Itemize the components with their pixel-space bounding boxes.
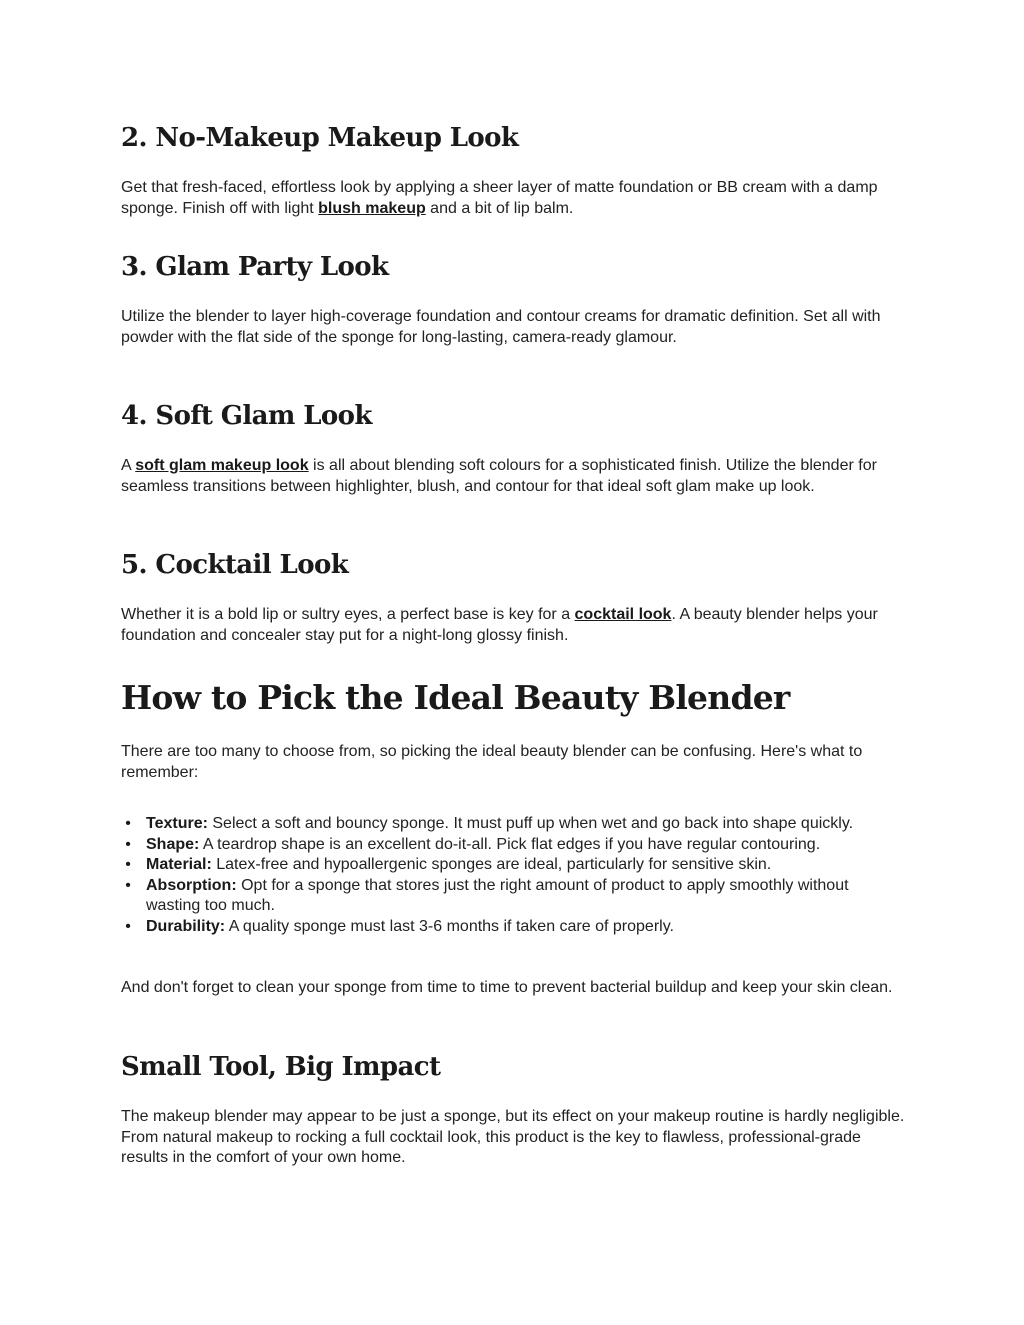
paragraph-pick-closing: And don't forget to clean your sponge from time to time to prevent bacterial buildup and keep your skin clean. bbox=[121, 979, 893, 996]
heading-how-to-pick: How to Pick the Ideal Beauty Blender bbox=[121, 678, 790, 717]
link-cocktail-look[interactable]: cocktail look bbox=[574, 606, 672, 623]
list-item-text: Latex-free and hypoallergenic sponges are ideal, particularly for sensitive skin. bbox=[211, 856, 772, 873]
bullet-icon: • bbox=[125, 835, 131, 853]
criteria-list bbox=[121, 814, 906, 937]
list-item-texture bbox=[125, 814, 906, 835]
paragraph-text: is all about blending soft colours for a sophisticated finish. Utilize the blender for seamless transitions between highlighter, blush, and contour for that ideal soft glam make up look. bbox=[121, 457, 877, 495]
heading-cocktail-look: 5. Cocktail Look bbox=[121, 550, 349, 580]
list-item-text: A quality sponge must last 3-6 months if taken care of properly. bbox=[225, 917, 674, 935]
list-item-term: Shape: bbox=[146, 835, 200, 853]
list-item-shape bbox=[125, 835, 906, 856]
list-item-durability bbox=[125, 917, 906, 938]
list-item-absorption bbox=[125, 876, 906, 917]
paragraph-no-makeup-look bbox=[121, 178, 906, 219]
heading-no-makeup-look: 2. No-Makeup Makeup Look bbox=[121, 123, 519, 153]
bullet-icon: • bbox=[125, 917, 131, 935]
paragraph-text: and a bit of lip balm. bbox=[425, 199, 574, 217]
paragraph-soft-glam-look bbox=[121, 456, 906, 497]
paragraph-text: Get that fresh-faced, effortless look by applying a sheer layer of matte foundation or BB cream with a damp sponge. Finish off with light bbox=[121, 179, 878, 217]
list-item-term: Absorption: bbox=[146, 876, 237, 894]
paragraph-text: Whether it is a bold lip or sultry eyes, a perfect base is key for a bbox=[121, 606, 575, 623]
bullet-icon: • bbox=[125, 856, 131, 873]
list-item-term: Texture: bbox=[146, 815, 208, 832]
heading-glam-party-look: 3. Glam Party Look bbox=[121, 252, 389, 282]
paragraph-small-tool-big-impact: The makeup blender may appear to be just a sponge, but its effect on your makeup routine is hardly negligible. From natural makeup to rocking a full cocktail look, this product is the key to flawless, professional-grade results in the comfort of your own home. bbox=[121, 1108, 905, 1166]
link-soft-glam-makeup-look[interactable]: soft glam makeup look bbox=[135, 457, 309, 474]
paragraph-pick-intro: There are too many to choose from, so picking the ideal beauty blender can be confusing. Here's what to remember: bbox=[121, 743, 863, 781]
heading-small-tool-big-impact: Small Tool, Big Impact bbox=[121, 1052, 441, 1082]
heading-soft-glam-look: 4. Soft Glam Look bbox=[121, 401, 372, 431]
link-blush-makeup[interactable]: blush makeup bbox=[318, 199, 426, 217]
paragraph-text: . A beauty blender helps your foundation and concealer stay put for a night-long glossy finish. bbox=[121, 606, 878, 644]
list-item-text: Select a soft and bouncy sponge. It must puff up when wet and go back into shape quickly. bbox=[207, 815, 854, 832]
list-item-term: Material: bbox=[146, 856, 212, 873]
bullet-icon: • bbox=[125, 876, 131, 894]
list-item-term: Durability: bbox=[146, 917, 226, 935]
paragraph-text: A bbox=[121, 457, 136, 474]
list-item-material bbox=[125, 855, 906, 876]
paragraph-glam-party-look: Utilize the blender to layer high-coverage foundation and contour creams for dramatic definition. Set all with powder with the flat side of the sponge for long-lasting, camera-ready glamour. bbox=[121, 308, 881, 346]
paragraph-cocktail-look bbox=[121, 605, 906, 646]
list-item-text: Opt for a sponge that stores just the right amount of product to apply smoothly without wasting too much. bbox=[146, 876, 849, 914]
list-item-text: A teardrop shape is an excellent do-it-all. Pick flat edges if you have regular contouring. bbox=[199, 835, 821, 853]
bullet-icon: • bbox=[125, 815, 131, 832]
